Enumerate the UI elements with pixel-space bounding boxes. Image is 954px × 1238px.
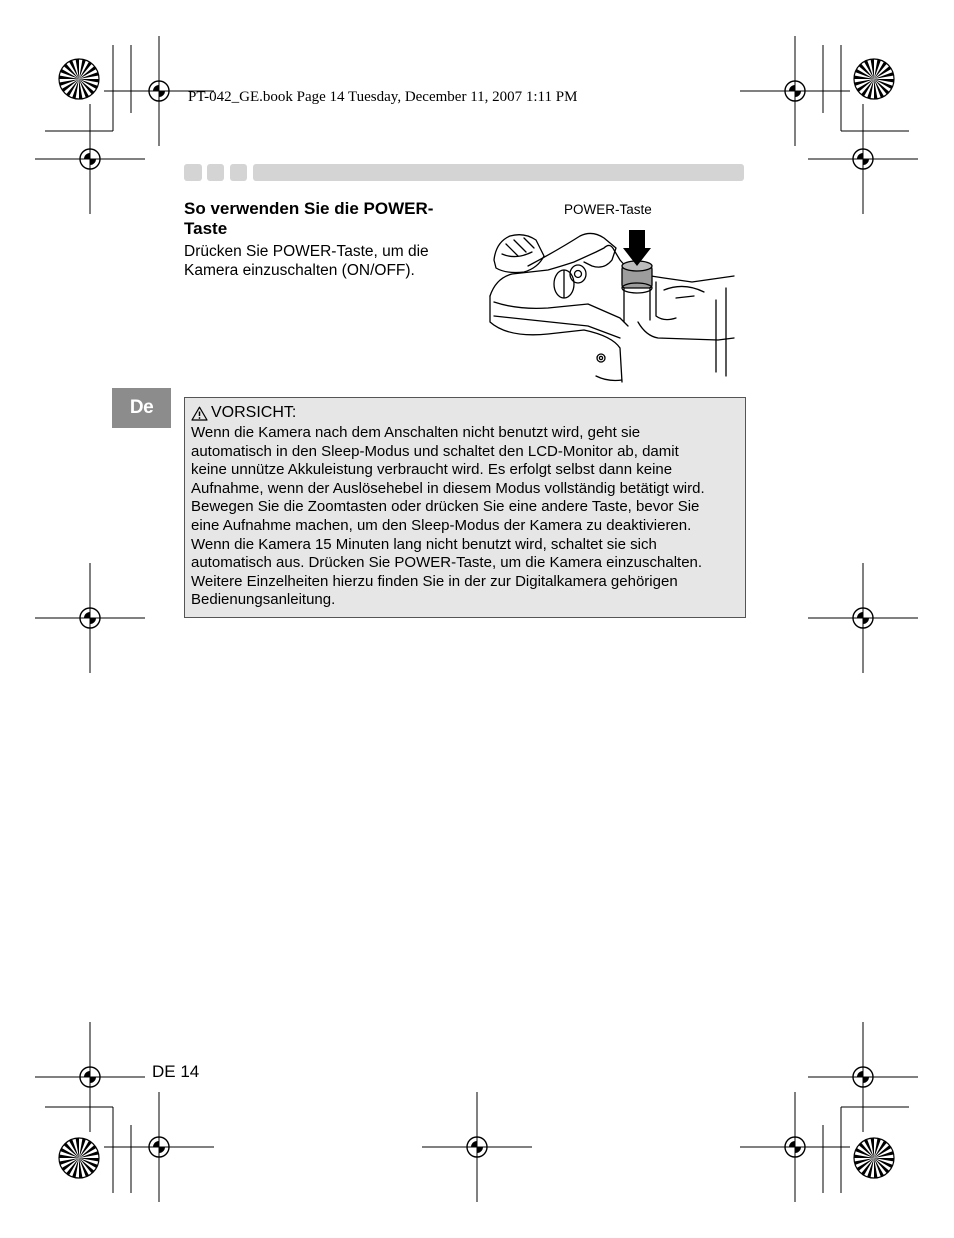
caution-line: Weitere Einzelheiten hierzu finden Sie in der zur Digitalkamera gehörigen	[191, 572, 678, 590]
warning-triangle-icon	[191, 406, 208, 421]
registration-crosshair-icon	[35, 1022, 145, 1132]
starburst-target-icon	[854, 1138, 894, 1178]
section-band-square-3	[230, 164, 247, 181]
registration-crosshair-icon	[740, 1092, 850, 1202]
caution-line: automatisch in den Sleep-Modus und schaltet den LCD-Monitor ab, damit	[191, 442, 679, 460]
section-band-square-1	[184, 164, 202, 181]
starburst-target-icon	[59, 1138, 99, 1178]
section-band-square-2	[207, 164, 224, 181]
caution-line: keine unnütze Akkuleistung verbraucht wird. Es erfolgt selbst dann keine	[191, 461, 673, 479]
section-band-bar	[253, 164, 744, 181]
caution-line: Bedienungsanleitung.	[191, 591, 336, 609]
caution-box	[184, 397, 746, 618]
registration-crosshair-icon	[808, 104, 918, 214]
registration-crosshair-icon	[740, 36, 850, 146]
caution-heading-row	[191, 402, 741, 424]
caution-line: automatisch aus. Drücken Sie POWER-Taste, um die Kamera einzuschalten.	[191, 554, 703, 572]
caution-body	[191, 424, 741, 610]
caution-line: eine Aufnahme machen, um den Sleep-Modus der Kamera zu deaktivieren.	[191, 516, 692, 534]
registration-crosshair-icon	[808, 563, 918, 673]
figure-label: POWER-Taste	[564, 202, 652, 217]
registration-crosshair-icon	[422, 1092, 532, 1202]
section-title: So verwenden Sie die POWER-Taste	[184, 199, 434, 238]
crop-marks	[45, 45, 909, 1193]
registration-crosshair-icon	[35, 563, 145, 673]
language-tab: De	[112, 388, 171, 428]
caution-heading: VORSICHT:	[211, 404, 297, 421]
caution-line: Wenn die Kamera nach dem Anschalten nicht benutzt wird, geht sie	[191, 424, 641, 441]
registration-crosshair-icon	[35, 104, 145, 214]
section-body: Drücken Sie POWER-Taste, um die Kamera einzuschalten (ON/OFF).	[184, 243, 429, 279]
camera-housing-power-button-illustration	[488, 226, 736, 384]
caution-line: Wenn die Kamera 15 Minuten lang nicht benutzt wird, schaltet sie sich	[191, 535, 657, 553]
print-header-line: PT-042_GE.book Page 14 Tuesday, December 11, 2007 1:11 PM	[188, 89, 578, 105]
page-number: DE 14	[152, 1062, 200, 1081]
registration-crosshair-icon	[808, 1022, 918, 1132]
registration-crosshair-icon	[104, 1092, 214, 1202]
press-arrow-icon	[623, 230, 651, 266]
caution-line: Aufnahme, wenn der Auslösehebel in diesem Modus vollständig betätigt wird.	[191, 479, 705, 497]
starburst-target-icon	[854, 59, 894, 99]
starburst-target-icon	[59, 59, 99, 99]
caution-line: Bewegen Sie die Zoomtasten oder drücken Sie eine andere Taste, bevor Sie	[191, 498, 700, 516]
